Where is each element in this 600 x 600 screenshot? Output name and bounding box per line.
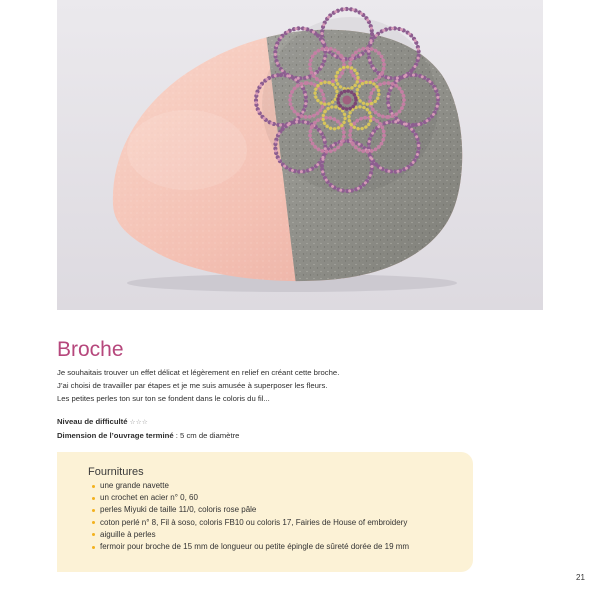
supply-item: coton perlé n° 8, Fil à soso, coloris FB10 ou coloris 17, Fairies de House of embroidery xyxy=(100,517,409,529)
supplies-list xyxy=(100,480,409,553)
intro-paragraph xyxy=(57,366,339,405)
brooch-photo xyxy=(57,0,543,310)
supplies-heading: Fournitures xyxy=(88,466,144,478)
supply-item: fermoir pour broche de 15 mm de longueur ou petite épingle de sûreté dorée de 19 mm xyxy=(100,541,409,553)
supplies-box xyxy=(57,452,473,572)
intro-line: Les petites perles ton sur ton se fondent dans le coloris du fil... xyxy=(57,394,270,403)
brooch-photo-illustration xyxy=(57,0,543,310)
project-specs xyxy=(57,415,239,442)
difficulty-stars: ☆☆☆ xyxy=(129,418,149,426)
intro-line: J’ai choisi de travailler par étapes et je me suis amusée à superposer les fleurs. xyxy=(57,381,328,390)
page-title: Broche xyxy=(57,338,124,361)
dimension-label: Dimension de l’ouvrage terminé xyxy=(57,431,174,440)
page-number: 21 xyxy=(576,573,585,582)
difficulty-row xyxy=(57,415,239,429)
supply-item: perles Miyuki de taille 11/0, coloris rose pâle xyxy=(100,504,409,516)
supply-item: aiguille à perles xyxy=(100,529,409,541)
dimension-value: : 5 cm de diamètre xyxy=(175,431,240,440)
supply-item: une grande navette xyxy=(100,480,409,492)
tatted-brooch xyxy=(256,9,438,193)
dimension-row xyxy=(57,429,239,442)
supply-item: un crochet en acier n° 0, 60 xyxy=(100,492,409,504)
intro-line: Je souhaitais trouver un effet délicat et légèrement en relief en créant cette broche. xyxy=(57,368,340,377)
difficulty-label: Niveau de difficulté xyxy=(57,417,128,426)
